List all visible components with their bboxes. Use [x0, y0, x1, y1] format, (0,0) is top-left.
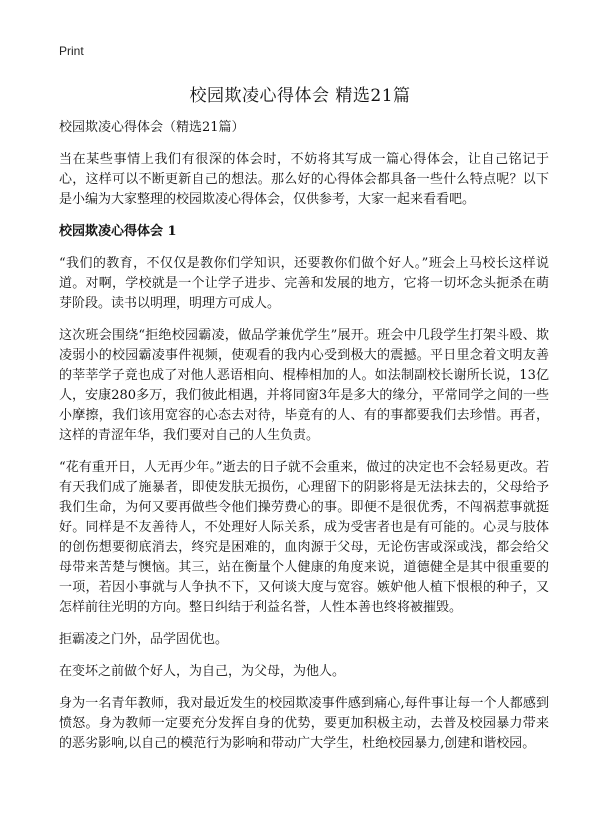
paragraph: 在变坏之前做个好人，为自己，为父母，为他人。	[59, 664, 346, 679]
paragraph: 拒霸凌之门外，品学固优也。	[59, 632, 229, 647]
intro-paragraph: 当在某些事情上我们有很深的体会时，不妨将其写成一篇心得体会，让自己铭记于心，这样可以不断更新自己的想法。那么好的心得体会都具备一些什么特点呢？以下是小编为大家整理的校园欺凌心得体会，仅供参考，大家一起来看看吧。	[59, 152, 549, 207]
page-title: 校园欺凌心得体会 精选21篇	[189, 86, 411, 106]
paragraph: “我们的教育，不仅仅是教你们学知识，还要教你们做个好人。”班会上马校长这样说道。对啊，学校就是一个让学子进步、完善和发展的地方，它将一切坏念头扼杀在萌芽阶段。读书以明理，明理方可成人。	[59, 256, 549, 311]
paragraph: “花有重开日，人无再少年。”逝去的日子就不会重来，做过的决定也不会轻易更改。若有天我们成了施暴者，即使发肤无损伤，心理留下的阴影将是无法抹去的，父母给予我们生命，为何又要再做些令他们操劳费心的事。即便不是很优秀，不闯祸惹事就挺好。同样是不友善待人，不处理好人际关系，成为受害者也是有可能的。心灵与肢体的创伤想要彻底消去，终究是困难的，血肉源于父母，无论伤害或深或浅，都会给父母带来苦楚与懊恼。其三，站在衡量个人健康的角度来说，道德健全是其中很重要的一项，若因小事就与人争执不下，又何谈大度与宽容。嫉妒他人植下恨根的种子，又怎样前往光明的方向。整日纠结于利益名誉，人性本善也终将被摧毁。	[59, 460, 549, 615]
section-heading: 校园欺凌心得体会 1	[59, 224, 177, 239]
paragraph: 身为一名青年教师，我对最近发生的校园欺凌事件感到痛心,每件事让每一个人都感到愤怒。身为教师一定要充分发挥自身的优势，要更加积极主动，去普及校园暴力带来的恶劣影响,以自己的模范行为影响和带动广大学生，杜绝校园暴力,创建和谐校园。	[59, 696, 549, 751]
article-subtitle: 校园欺凌心得体会（精选21篇）	[59, 120, 245, 135]
paragraph: 这次班会围绕“拒绝校园霸凌，做品学兼优学生”展开。班会中几段学生打架斗殴、欺凌弱小的校园霸凌事件视频，使观看的我内心受到极大的震撼。平日里念着文明友善的莘莘学子竟也成了对他人恶语相向、棍棒相加的人。如法制副校长谢所长说，13亿人，安康280多万，我们彼此相遇，并将同窗3年是多大的缘分，平常同学之间的一些小摩擦，我们该用宽容的心态去对待，毕竟有的人、有的事都要我们去珍惜。再者，这样的青涩年华，我们要对自己的人生负责。	[59, 328, 549, 443]
print-link[interactable]: Print	[59, 44, 84, 58]
article-body	[59, 118, 549, 766]
